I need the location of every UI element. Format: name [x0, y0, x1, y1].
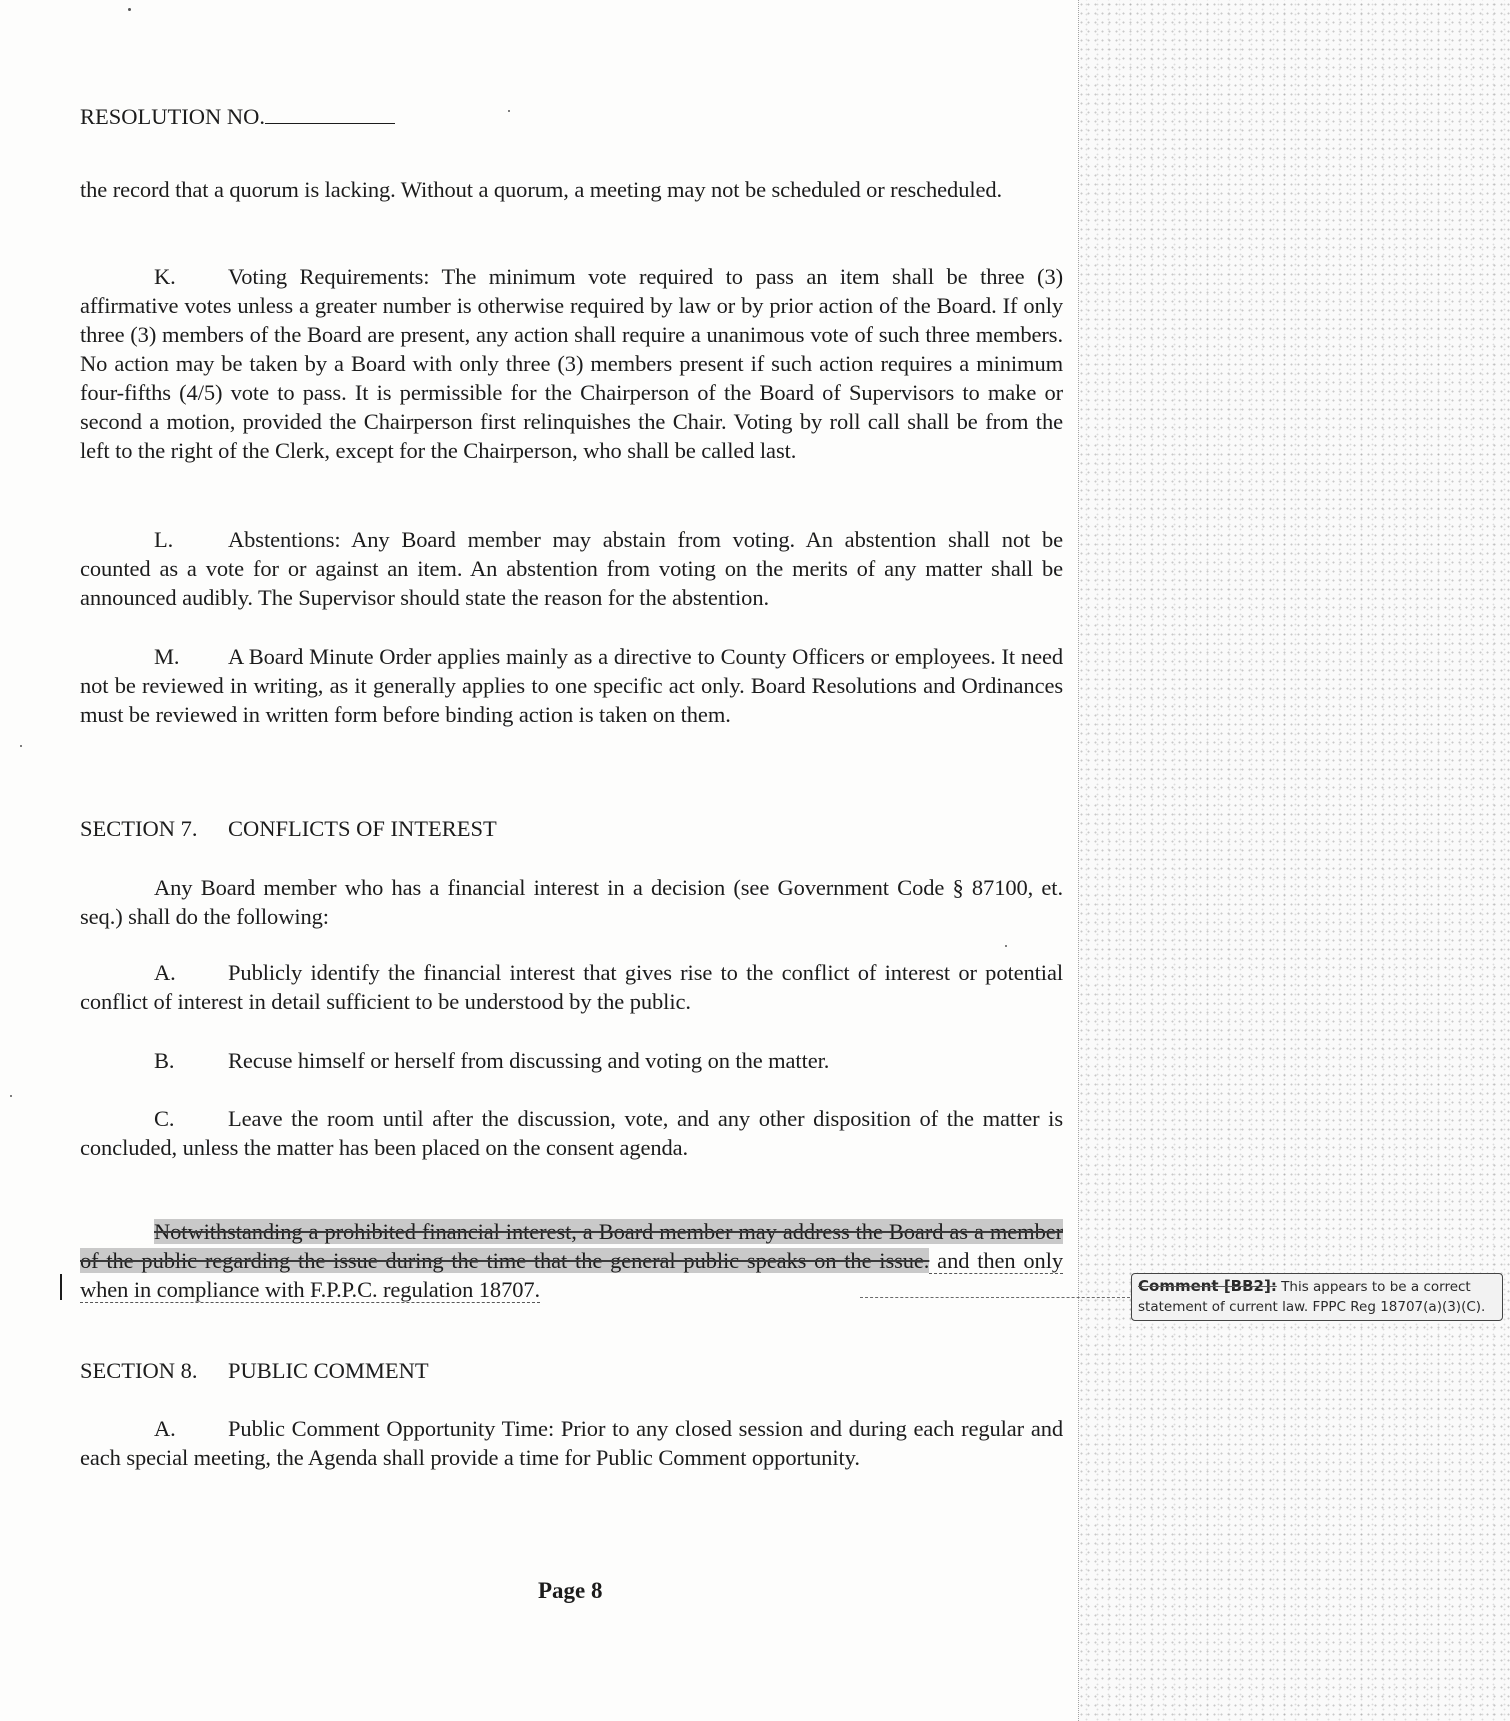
scan-speck [508, 110, 510, 112]
item-letter: L. [154, 527, 174, 552]
item-text: Abstentions: Any Board member may abstain from voting. An abstention shall not be counted as a vote for or against an item. An abstention from voting on the merits of any matter shall be announced audibly. The Supervisor should state the reason for the abstention. [80, 527, 1063, 610]
item-l-paragraph [80, 525, 1063, 612]
resolution-number-blank [265, 105, 395, 124]
section-8-heading [80, 1358, 429, 1384]
section-7-intro: Any Board member who has a financial interest in a decision (see Government Code § 87100, et. seq.) shall do the following: [80, 875, 1063, 929]
section-7-heading [80, 816, 497, 842]
scan-speck [10, 1095, 12, 1097]
item-letter: A. [154, 960, 176, 985]
comment-leader-line [860, 1297, 1130, 1298]
item-m-paragraph [80, 642, 1063, 729]
comment-balloon[interactable] [1131, 1273, 1503, 1321]
scan-speck [128, 8, 131, 11]
tracked-change-paragraph [80, 1217, 1063, 1304]
inserted-text: and then only when in compliance with F.P.P.C. regulation 18707. [80, 1248, 1063, 1302]
comment-label: Comment [BB2]: [1138, 1277, 1277, 1295]
item-letter: M. [154, 644, 180, 669]
comment-margin-pane [1078, 0, 1510, 1721]
item-text: Publicly identify the financial interest that gives rise to the conflict of interest or potential conflict of interest in detail sufficient to be understood by the public. [80, 960, 1063, 1014]
item-k-paragraph [80, 262, 1063, 465]
section-number: SECTION 7. [80, 816, 198, 841]
item-text: Public Comment Opportunity Time: Prior to any closed session and during each regular and each special meeting, the Agenda shall provide a time for Public Comment opportunity. [80, 1416, 1063, 1470]
section-8-item-a [80, 1414, 1063, 1472]
item-letter: C. [154, 1106, 175, 1131]
page-number: Page 8 [538, 1578, 603, 1603]
section-number: SECTION 8. [80, 1358, 198, 1383]
section-7-item-c [80, 1104, 1063, 1162]
item-text: Voting Requirements: The minimum vote required to pass an item shall be three (3) affirmative votes unless a greater number is otherwise required by law or by prior action of the Board. If only three (3) members of the Board are present, any action shall require a unanimous vote of such three members. No action may be taken by a Board with only three (3) members present if such action requires a minimum four-fifths (4/5) vote to pass. It is permissible for the Chairperson of the Board of Supervisors to make or second a motion, provided the Chairperson first relinquishes the Chair. Voting by roll call shall be from the left to the right of the Clerk, except for the Chairperson, who shall be called last. [80, 264, 1063, 463]
item-text: A Board Minute Order applies mainly as a directive to County Officers or employees. It need not be reviewed in writing, as it generally applies to one specific act only. Board Resolutions and Ordinances must be reviewed in written form before binding action is taken on them. [80, 644, 1063, 727]
resolution-header [80, 104, 395, 130]
section-7-item-a [80, 958, 1063, 1016]
item-text: Leave the room until after the discussion, vote, and any other disposition of the matter is concluded, unless the matter has been placed on the consent agenda. [80, 1106, 1063, 1160]
section-7-item-b [80, 1046, 1063, 1075]
section-title: PUBLIC COMMENT [228, 1358, 429, 1383]
comment-text: This appears to be a correct statement of current law. FPPC Reg 18707(a)(3)(C). [1138, 1279, 1486, 1315]
deleted-text: Notwithstanding a prohibited financial interest, a Board member may address the Board as a member of the public regarding the issue during the time that the general public speaks on the issue. [80, 1219, 1063, 1273]
item-letter: K. [154, 264, 176, 289]
item-letter: A. [154, 1416, 176, 1441]
section-title: CONFLICTS OF INTEREST [228, 816, 497, 841]
scan-speck [1005, 945, 1007, 947]
tracked-change-bar [60, 1274, 62, 1300]
item-text: Recuse himself or herself from discussing and voting on the matter. [228, 1048, 830, 1073]
scan-speck [20, 745, 22, 747]
resolution-label: RESOLUTION NO. [80, 104, 265, 129]
continuation-paragraph: the record that a quorum is lacking. Without a quorum, a meeting may not be scheduled or rescheduled. [80, 177, 1003, 202]
item-letter: B. [154, 1048, 175, 1073]
margin-divider [1078, 0, 1079, 1721]
